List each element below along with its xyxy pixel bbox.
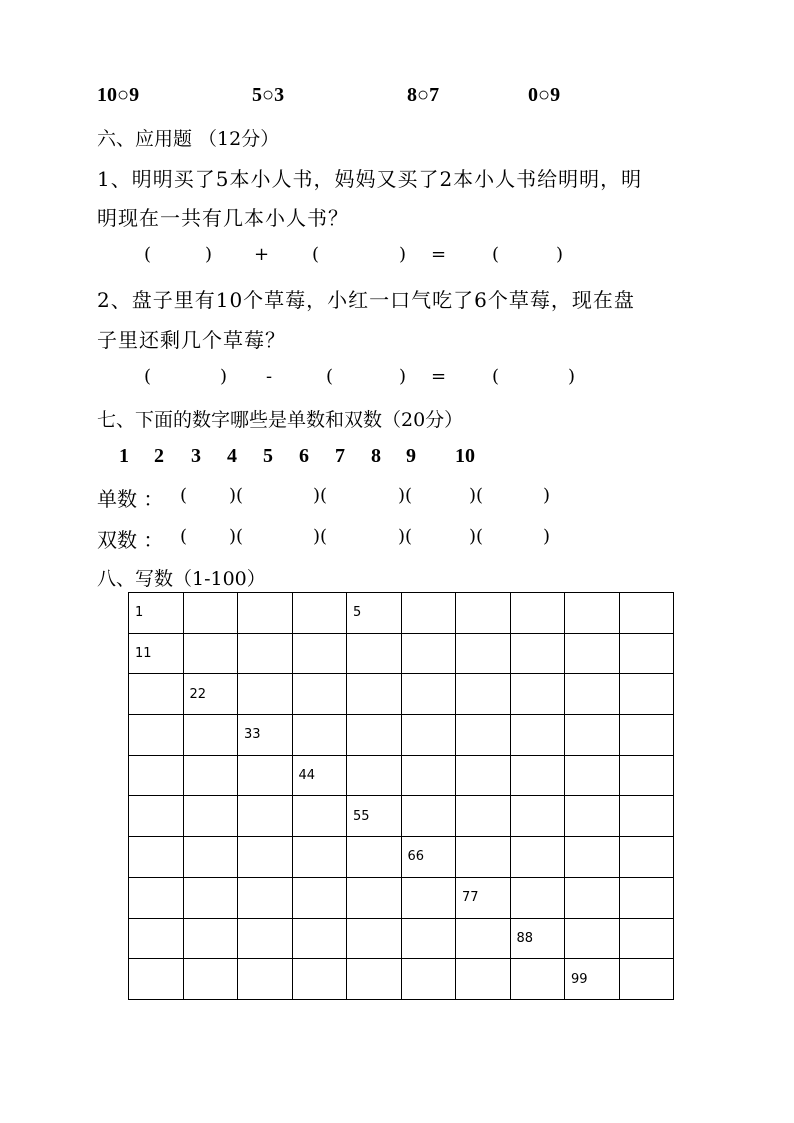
grid-cell[interactable] [238, 837, 293, 878]
grid-cell[interactable] [565, 755, 620, 796]
paren: )( [398, 485, 413, 506]
paren: ) [543, 485, 551, 506]
grid-cell-value: 1 [135, 605, 144, 621]
grid-cell[interactable] [347, 674, 402, 715]
paren: ( [144, 244, 152, 265]
grid-cell[interactable] [619, 837, 674, 878]
odd-label: 单数 ： [97, 487, 164, 511]
paren: ( [312, 244, 320, 265]
minus-sign: - [266, 366, 273, 387]
grid-cell[interactable] [238, 796, 293, 837]
grid-cell[interactable] [456, 715, 511, 756]
grid-row [129, 633, 674, 674]
grid-cell[interactable] [347, 918, 402, 959]
grid-row [129, 674, 674, 715]
paren: )( [469, 526, 484, 547]
grid-cell[interactable] [183, 918, 238, 959]
grid-cell[interactable] [292, 633, 347, 674]
grid-cell[interactable] [619, 674, 674, 715]
paren: ( [180, 485, 188, 506]
grid-cell[interactable] [510, 755, 565, 796]
grid-cell-value: 77 [462, 890, 479, 906]
grid-cell[interactable] [456, 959, 511, 1000]
paren: ) [568, 366, 576, 387]
plus-sign: + [254, 244, 270, 265]
grid-cell[interactable] [401, 796, 456, 837]
grid-cell-value: 55 [353, 808, 370, 824]
grid-cell-value: 5 [353, 605, 362, 621]
grid-cell[interactable] [129, 633, 184, 674]
grid-cell[interactable] [238, 755, 293, 796]
grid-cell[interactable] [510, 796, 565, 837]
number-item: 3 [191, 445, 201, 467]
grid-row [129, 715, 674, 756]
grid-cell[interactable] [401, 918, 456, 959]
grid-row [129, 796, 674, 837]
grid-cell[interactable] [456, 877, 511, 918]
grid-cell[interactable] [183, 633, 238, 674]
grid-cell[interactable] [510, 593, 565, 634]
grid-cell[interactable] [510, 877, 565, 918]
grid-cell[interactable] [129, 959, 184, 1000]
grid-cell[interactable] [183, 755, 238, 796]
grid-cell[interactable] [347, 755, 402, 796]
grid-cell[interactable] [456, 918, 511, 959]
grid-cell[interactable] [238, 877, 293, 918]
grid-cell[interactable] [565, 633, 620, 674]
grid-cell[interactable] [347, 633, 402, 674]
paren: ) [220, 366, 228, 387]
grid-cell[interactable] [238, 715, 293, 756]
paren: )( [398, 526, 413, 547]
grid-cell[interactable] [619, 593, 674, 634]
grid-cell[interactable] [292, 755, 347, 796]
paren: ) [399, 366, 407, 387]
grid-cell[interactable] [183, 715, 238, 756]
grid-cell[interactable] [129, 837, 184, 878]
grid-cell[interactable] [183, 674, 238, 715]
grid-cell[interactable] [129, 796, 184, 837]
grid-cell[interactable] [619, 877, 674, 918]
grid-cell[interactable] [510, 918, 565, 959]
grid-cell[interactable] [129, 674, 184, 715]
section7-title: 七、下面的数字哪些是单数和双数（20分） [97, 409, 464, 431]
grid-cell[interactable] [238, 918, 293, 959]
grid-cell[interactable] [456, 796, 511, 837]
paren: )( [229, 485, 244, 506]
grid-cell[interactable] [510, 715, 565, 756]
grid-cell[interactable] [619, 796, 674, 837]
grid-cell[interactable] [347, 877, 402, 918]
grid-cell[interactable] [510, 959, 565, 1000]
grid-cell-value: 44 [298, 768, 316, 784]
grid-cell[interactable] [238, 959, 293, 1000]
grid-cell[interactable] [292, 593, 347, 634]
grid-cell[interactable] [456, 633, 511, 674]
grid-cell[interactable] [347, 715, 402, 756]
grid-cell-value: 22 [189, 686, 207, 702]
grid-cell[interactable] [183, 877, 238, 918]
grid-cell[interactable] [183, 959, 238, 1000]
grid-cell[interactable] [565, 959, 620, 1000]
paren: )( [313, 526, 328, 547]
compare-item: 5○3 [252, 84, 285, 106]
grid-cell[interactable] [292, 877, 347, 918]
grid-cell[interactable] [129, 877, 184, 918]
grid-cell[interactable] [619, 715, 674, 756]
grid-cell[interactable] [183, 593, 238, 634]
grid-cell[interactable] [565, 715, 620, 756]
paren: ( [492, 366, 500, 387]
grid-cell[interactable] [238, 674, 293, 715]
grid-cell[interactable] [347, 796, 402, 837]
paren: ) [556, 244, 564, 265]
grid-cell[interactable] [401, 674, 456, 715]
grid-cell[interactable] [401, 959, 456, 1000]
paren: ) [205, 244, 213, 265]
paren: ) [543, 526, 551, 547]
number-item: 5 [263, 445, 273, 467]
grid-row [129, 593, 674, 634]
compare-item: 8○7 [407, 84, 440, 106]
number-item: 7 [335, 445, 345, 467]
grid-cell[interactable] [129, 593, 184, 634]
grid-cell-value: 99 [571, 971, 588, 987]
grid-row [129, 959, 674, 1000]
grid-cell[interactable] [619, 755, 674, 796]
section8-title: 八、写数（1-100） [97, 568, 266, 590]
q2-line2: 子里还剩几个草莓？ [97, 328, 286, 352]
grid-cell[interactable] [183, 837, 238, 878]
grid-cell[interactable] [401, 877, 456, 918]
grid-cell-value: 11 [135, 646, 152, 662]
paren: )( [313, 485, 328, 506]
grid-cell[interactable] [456, 674, 511, 715]
compare-item: 0○9 [528, 84, 561, 106]
grid-cell-value: 33 [244, 727, 261, 743]
grid-cell[interactable] [401, 633, 456, 674]
grid-cell[interactable] [401, 715, 456, 756]
grid-row [129, 877, 674, 918]
grid-cell[interactable] [292, 674, 347, 715]
number-item: 4 [227, 445, 237, 467]
grid-cell[interactable] [401, 755, 456, 796]
grid-cell[interactable] [456, 755, 511, 796]
paren: ( [144, 366, 152, 387]
grid-cell[interactable] [565, 593, 620, 634]
q1-line1: 1、明明买了5本小人书，妈妈又买了2本小人书给明明，明 [97, 167, 643, 191]
number-item: 8 [371, 445, 381, 467]
grid-cell[interactable] [565, 837, 620, 878]
grid-cell[interactable] [619, 959, 674, 1000]
grid-row [129, 918, 674, 959]
grid-cell[interactable] [129, 918, 184, 959]
grid-cell-value: 88 [516, 930, 534, 946]
grid-row [129, 837, 674, 878]
grid-cell-value: 66 [407, 849, 425, 865]
grid-cell[interactable] [238, 633, 293, 674]
grid-cell[interactable] [619, 918, 674, 959]
number-item: 1 [119, 445, 129, 467]
grid-cell[interactable] [129, 755, 184, 796]
number-item: 10 [455, 445, 475, 467]
grid-cell[interactable] [510, 633, 565, 674]
grid-cell[interactable] [238, 593, 293, 634]
number-item: 6 [299, 445, 309, 467]
paren: ( [326, 366, 334, 387]
paren: )( [229, 526, 244, 547]
equals-sign: = [431, 366, 447, 387]
grid-cell[interactable] [347, 959, 402, 1000]
grid-cell[interactable] [565, 877, 620, 918]
compare-item: 10○9 [97, 84, 140, 106]
grid-cell[interactable] [292, 796, 347, 837]
paren: ( [492, 244, 500, 265]
section6-title: 六、应用题 （12分） [97, 128, 280, 150]
grid-cell[interactable] [565, 918, 620, 959]
grid-cell[interactable] [510, 674, 565, 715]
grid-cell[interactable] [292, 715, 347, 756]
grid-cell[interactable] [183, 796, 238, 837]
grid-cell[interactable] [456, 593, 511, 634]
grid-cell[interactable] [292, 837, 347, 878]
paren: )( [469, 485, 484, 506]
grid-cell[interactable] [565, 674, 620, 715]
number-item: 9 [406, 445, 416, 467]
grid-cell[interactable] [401, 837, 456, 878]
paren: ) [399, 244, 407, 265]
grid-cell[interactable] [456, 837, 511, 878]
paren: ( [180, 526, 188, 547]
number-grid [128, 592, 674, 1000]
grid-row [129, 755, 674, 796]
even-label: 双数 ： [97, 528, 164, 552]
grid-cell[interactable] [619, 633, 674, 674]
grid-cell[interactable] [129, 715, 184, 756]
grid-cell[interactable] [347, 593, 402, 634]
grid-cell[interactable] [565, 796, 620, 837]
number-item: 2 [154, 445, 164, 467]
grid-cell[interactable] [347, 837, 402, 878]
q1-line2: 明现在一共有几本小人书？ [97, 206, 349, 230]
grid-cell[interactable] [292, 918, 347, 959]
equals-sign: = [431, 244, 447, 265]
q2-line1: 2、盘子里有10个草莓，小红一口气吃了6个草莓，现在盘 [97, 288, 635, 312]
grid-cell[interactable] [292, 959, 347, 1000]
grid-cell[interactable] [510, 837, 565, 878]
grid-cell[interactable] [401, 593, 456, 634]
